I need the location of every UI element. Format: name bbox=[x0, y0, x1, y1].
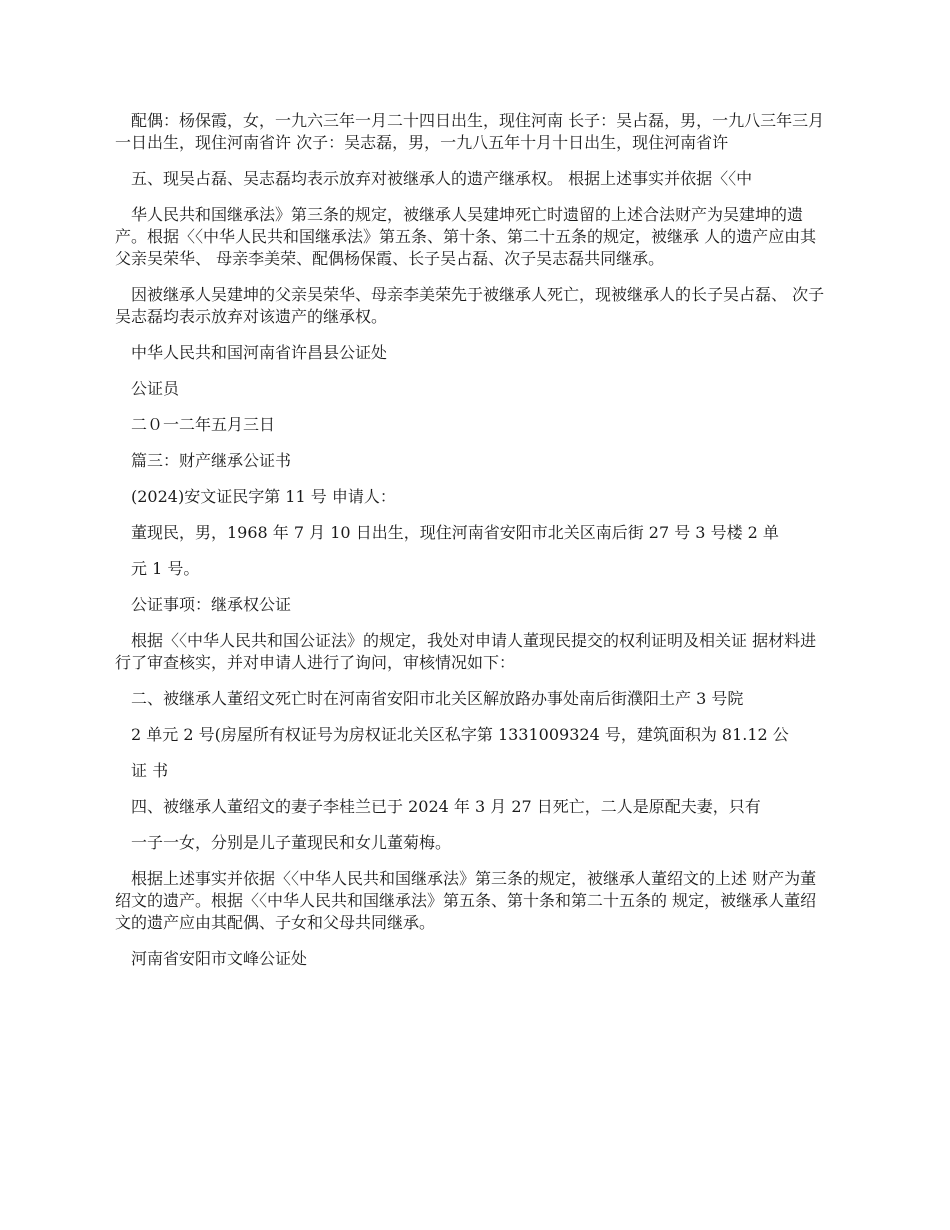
paragraph-predeceased-parents: 因被继承人吴建坤的父亲吴荣华、母亲李美荣先于被继承人死亡，现被继承人的长子吴占磊、 次子吴志磊均表示放弃对该遗产的继承权。 bbox=[115, 285, 825, 326]
paragraph-case-number: (2024)安文证民字第 11 号 申请人： bbox=[131, 487, 396, 506]
paragraph-spouse-children: 配偶：杨保霞，女，一九六三年一月二十四日出生，现住河南 长子：吴占磊，男，一九八三年三月一日出生，现住河南省许 次子：吴志磊，男，一九八五年十月十日出生，现住河南省许 bbox=[115, 111, 825, 152]
paragraph-inheritance-law: 华人民共和国继承法》第三条的规定，被继承人吴建坤死亡时遗留的上述合法财产为吴建坤的遗产。根据〈〈中华人民共和国继承法》第五条、第十条、第二十五条的规定，被继承 人的遗产应由其父亲吴荣华、 母亲李美荣、配偶杨保霞、长子吴占磊、次子吴志磊共同继承。 bbox=[115, 205, 817, 268]
paragraph-notarization-matter: 公证事项：继承权公证 bbox=[131, 595, 292, 614]
paragraph-notary-office-xuchang: 中华人民共和国河南省许昌县公证处 bbox=[131, 343, 388, 362]
paragraph-review-basis: 根据〈〈中华人民共和国公证法》的规定，我处对申请人董现民提交的权利证明及相关证 据材料进行了审查核实，并对申请人进行了询问，审核情况如下： bbox=[115, 631, 817, 672]
paragraph-applicant-unit: 元 1 号。 bbox=[131, 559, 200, 578]
paragraph-wife-death: 四、被继承人董绍文的妻子李桂兰已于 2024 年 3 月 27 日死亡，二人是原配夫妻，只有 bbox=[131, 797, 761, 816]
paragraph-applicant: 董现民，男，1968 年 7 月 10 日出生，现住河南省安阳市北关区南后街 27 号 3 号楼 2 单 bbox=[131, 523, 779, 542]
paragraph-conclusion: 根据上述事实并依据〈〈中华人民共和国继承法》第三条的规定，被继承人董绍文的上述 财产为董绍文的遗产。根据〈〈中华人民共和国继承法》第五条、第十条和第二十五条的 规定，被继承人董绍文的遗产应由其配偶、子女和父母共同继承。 bbox=[115, 869, 817, 932]
paragraph-children: 一子一女，分别是儿子董现民和女儿董菊梅。 bbox=[131, 833, 452, 852]
paragraph-waiver: 五、现吴占磊、吴志磊均表示放弃对被继承人的遗产继承权。 根据上述事实并依据〈〈中 bbox=[131, 169, 753, 188]
paragraph-certificate-label: 证 书 bbox=[131, 761, 169, 780]
paragraph-property-certificate: 2 单元 2 号(房屋所有权证号为房权证北关区私字第 1331009324 号，建筑面积为 81.12 公 bbox=[131, 725, 789, 744]
paragraph-notary-officer: 公证员 bbox=[131, 379, 180, 398]
paragraph-deceased-residence: 二、被继承人董绍文死亡时在河南省安阳市北关区解放路办事处南后街濮阳土产 3 号院 bbox=[131, 689, 744, 708]
paragraph-notary-office-anyang: 河南省安阳市文峰公证处 bbox=[131, 949, 308, 968]
paragraph-date: 二０一二年五月三日 bbox=[131, 415, 276, 434]
paragraph-section-title: 篇三：财产继承公证书 bbox=[131, 451, 292, 470]
